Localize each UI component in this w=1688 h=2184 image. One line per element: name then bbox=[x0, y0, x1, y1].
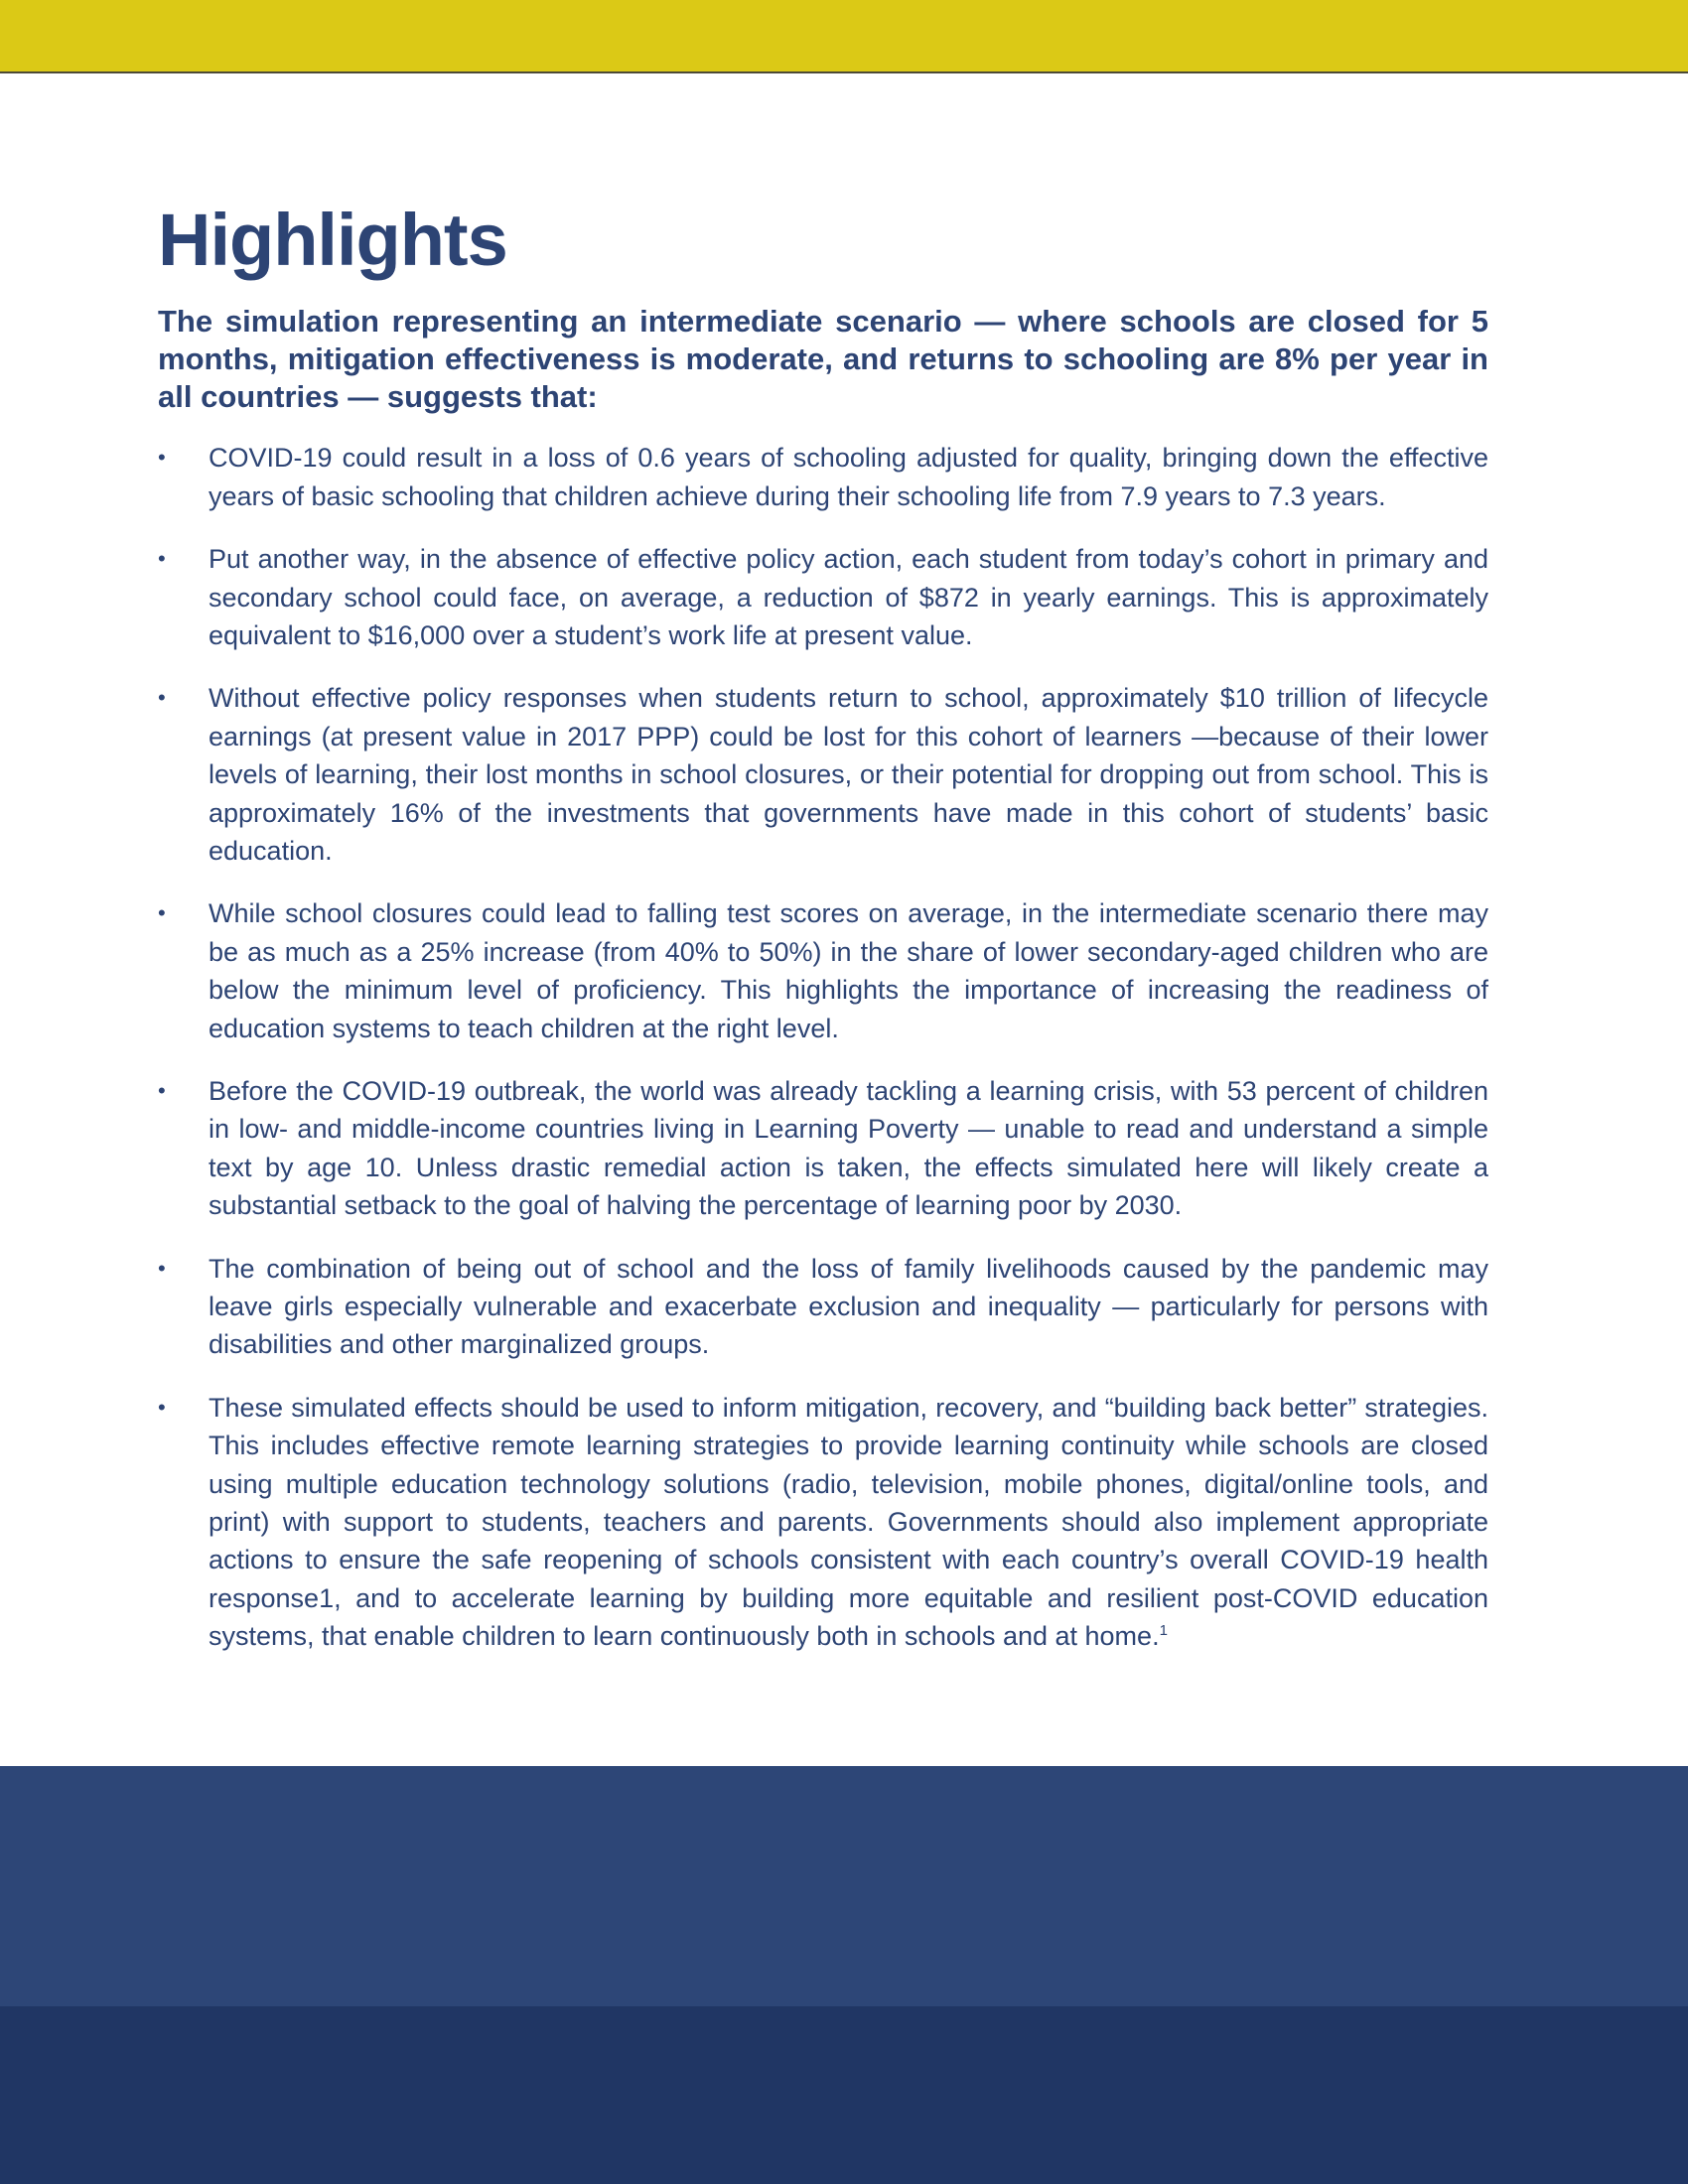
bullet-icon: • bbox=[158, 546, 166, 572]
list-item bbox=[158, 894, 1488, 1047]
list-item bbox=[158, 1389, 1488, 1656]
bullet-icon: • bbox=[158, 1078, 166, 1103]
list-item bbox=[158, 1250, 1488, 1364]
list-item bbox=[158, 679, 1488, 870]
list-item-text: Without effective policy responses when students return to school, approximately $10 trillion of lifecycle earnings (at present value in 2017 PPP) could be lost for this cohort of learners —because of their lower levels of learning, their lost months in school closures, or their potential for dropping out from school. This is approximately 16% of the investments that governments have made in this cohort of students’ basic education. bbox=[209, 683, 1488, 866]
list-item-text: The combination of being out of school and the loss of family livelihoods caused by the pandemic may leave girls especially vulnerable and exacerbate exclusion and inequality — particularly for persons with disabilities and other marginalized groups. bbox=[209, 1253, 1488, 1360]
bullet-icon: • bbox=[158, 900, 166, 926]
bullet-icon: • bbox=[158, 1255, 166, 1281]
bullet-icon: • bbox=[158, 1394, 166, 1420]
list-item-text: COVID-19 could result in a loss of 0.6 years of schooling adjusted for quality, bringing down the effective years of basic schooling that children achieve during their schooling life from 7.9 years to 7.3 years. bbox=[209, 443, 1488, 511]
bullet-icon: • bbox=[158, 685, 166, 711]
list-item-text: Before the COVID-19 outbreak, the world was already tackling a learning crisis, with 53 percent of children in low- and middle-income countries living in Learning Poverty — unable to read and understand a simple text by age 10. Unless drastic remedial action is taken, the effects simulated here will likely create a substantial setback to the goal of halving the percentage of learning poor by 2030. bbox=[209, 1076, 1488, 1221]
list-item bbox=[158, 439, 1488, 515]
list-item-text-body: These simulated effects should be used to inform mitigation, recovery, and “building back better” strategies. This includes effective remote learning strategies to provide learning continuity while schools are closed using multiple education technology solutions (radio, television, mobile phones, digital/online tools, and print) with support to students, teachers and parents. Governments should also implement appropriate actions to ensure the safe reopening of schools consistent with each country’s overall COVID-19 health response1, and to accelerate learning by building more equitable and resilient post-COVID education systems, that enable children to learn continuously both in schools and at home. bbox=[209, 1392, 1488, 1652]
list-item-text: While school closures could lead to falling test scores on average, in the intermediate scenario there may be as much as a 25% increase (from 40% to 50%) in the share of lower secondary-aged children who are below the minimum level of proficiency. This highlights the importance of increasing the readiness of education systems to teach children at the right level. bbox=[209, 898, 1488, 1043]
top-color-band bbox=[0, 0, 1688, 73]
highlights-list bbox=[158, 439, 1488, 1655]
list-item-text: Put another way, in the absence of effective policy action, each student from today’s cohort in primary and secondary school could face, on average, a reduction of $872 in yearly earnings. This is approximately equivalent to $16,000 over a student’s work life at present value. bbox=[209, 544, 1488, 650]
highlights-section bbox=[158, 197, 1488, 1681]
list-item bbox=[158, 540, 1488, 654]
page-title: Highlights bbox=[158, 199, 507, 281]
bottom-color-band bbox=[0, 1766, 1688, 2006]
intro-paragraph: The simulation representing an intermediate scenario — where schools are closed for 5 months, mitigation effectiveness is moderate, and returns to schooling are 8% per year in all countries — suggests that: bbox=[158, 304, 1488, 415]
list-item-text bbox=[209, 1389, 1488, 1656]
list-item bbox=[158, 1072, 1488, 1225]
bottom-dark-band bbox=[0, 2006, 1688, 2184]
bullet-icon: • bbox=[158, 445, 166, 471]
footnote-marker: 1 bbox=[1159, 1622, 1168, 1640]
